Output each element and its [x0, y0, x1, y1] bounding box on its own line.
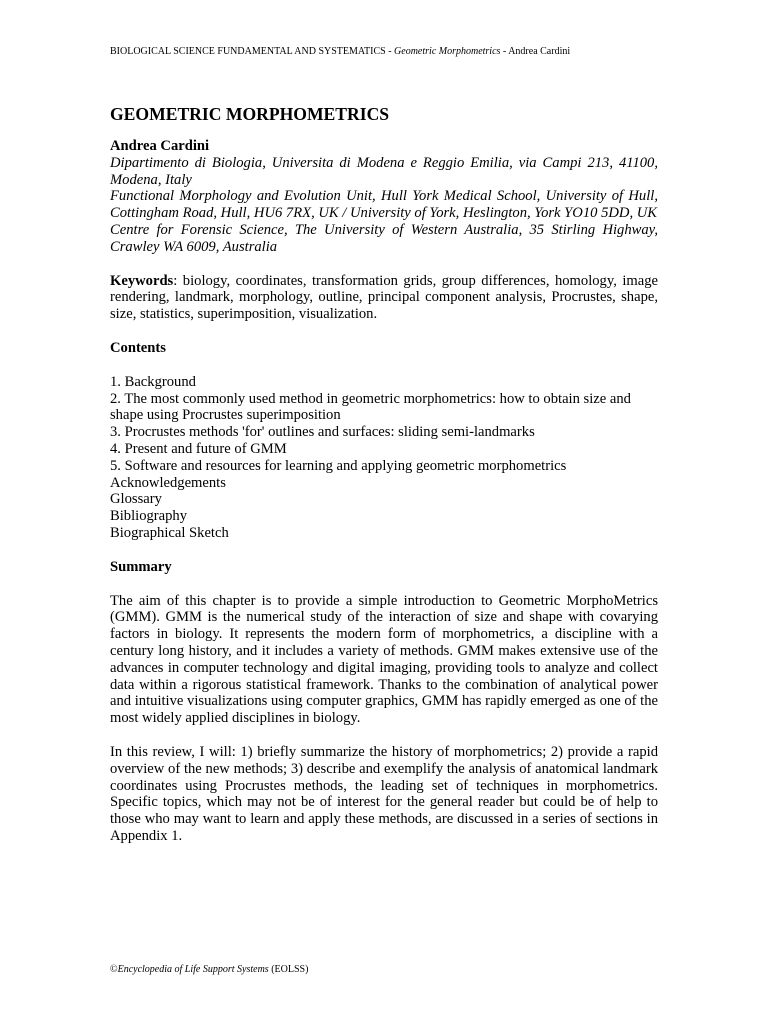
page-footer	[110, 963, 308, 976]
contents-item: Biographical Sketch	[110, 524, 229, 541]
contents-item: 3. Procrustes methods 'for' outlines and surfaces: sliding semi-landmarks	[110, 424, 535, 441]
author-affiliation: Functional Morphology and Evolution Unit, Hull York Medical School, University of Hull, Cottingham Road, Hull, HU6 7RX, UK / University of York, Heslington, York YO10 5DD, UK	[110, 188, 658, 222]
running-header	[110, 45, 670, 58]
contents-item: 2. The most commonly used method in geometric morphometrics: how to obtain size and shape using Procrustes superimposition	[110, 390, 631, 424]
main-content	[110, 103, 658, 845]
contents-list	[110, 374, 658, 542]
copyright-symbol: ©	[110, 964, 118, 975]
keywords-text: : biology, coordinates, transformation grids, group differences, homology, image rendering, landmark, morphology, outline, principal component analysis, Procrustes, shape, size, statistics, superimposition, visualization.	[110, 272, 658, 323]
keywords-paragraph	[110, 273, 658, 323]
header-separator: -	[385, 46, 395, 57]
summary-paragraph: The aim of this chapter is to provide a simple introduction to Geometric MorphoMetrics (GMM). GMM is the numerical study of the interaction of size and shape with covarying factors in biology. It represents the modern form of morphometrics, a discipline with a century long history, and it includes a variety of methods. GMM makes extensive use of the advances in computer technology and digital imaging, providing tools to analyze and collect data within a rigorous statistical framework. Thanks to the combination of analytical power and intuitive visualizations using computer graphics, GMM has rapidly emerged as one of the most widely applied disciplines in biology.	[110, 592, 658, 727]
contents-item: Bibliography	[110, 508, 188, 525]
contents-item: Acknowledgements	[110, 474, 226, 491]
contents-item: 5. Software and resources for learning and applying geometric morphometrics	[110, 457, 567, 474]
author-affiliation: Centre for Forensic Science, The University of Western Australia, 35 Stirling Highway, Crawley WA 6009, Australia	[110, 221, 658, 255]
author-affiliation: Dipartimento di Biologia, Universita di Modena e Reggio Emilia, via Campi 213, 41100, Modena, Italy	[110, 154, 658, 188]
contents-item: 4. Present and future of GMM	[110, 440, 287, 457]
author-name: Andrea Cardini	[110, 138, 210, 154]
contents-heading: Contents	[110, 339, 166, 356]
footer-suffix: (EOLSS)	[268, 964, 309, 975]
summary-paragraph: In this review, I will: 1) briefly summarize the history of morphometrics; 2) provide a rapid overview of the new methods; 3) describe and exemplify the analysis of anatomical landmark coordinates using Procrustes methods, the leading set of techniques in morphometrics. Specific topics, which may not be of interest for the general reader but could be of help to those who may want to learn and apply these methods, are discussed in a series of sections in Appendix 1.	[110, 743, 658, 844]
footer-publication: Encyclopedia of Life Support Systems	[117, 964, 269, 975]
header-separator: -	[500, 46, 509, 57]
contents-item: Glossary	[110, 491, 162, 508]
page-title: GEOMETRIC MORPHOMETRICS	[110, 104, 390, 124]
summary-heading: Summary	[110, 558, 172, 575]
header-author: Andrea Cardini	[508, 46, 571, 57]
contents-item: 1. Background	[110, 373, 196, 390]
keywords-label: Keywords	[110, 272, 174, 289]
header-series: BIOLOGICAL SCIENCE FUNDAMENTAL AND SYSTEMATICS	[110, 46, 386, 57]
header-topic: Geometric Morphometrics	[394, 46, 501, 57]
